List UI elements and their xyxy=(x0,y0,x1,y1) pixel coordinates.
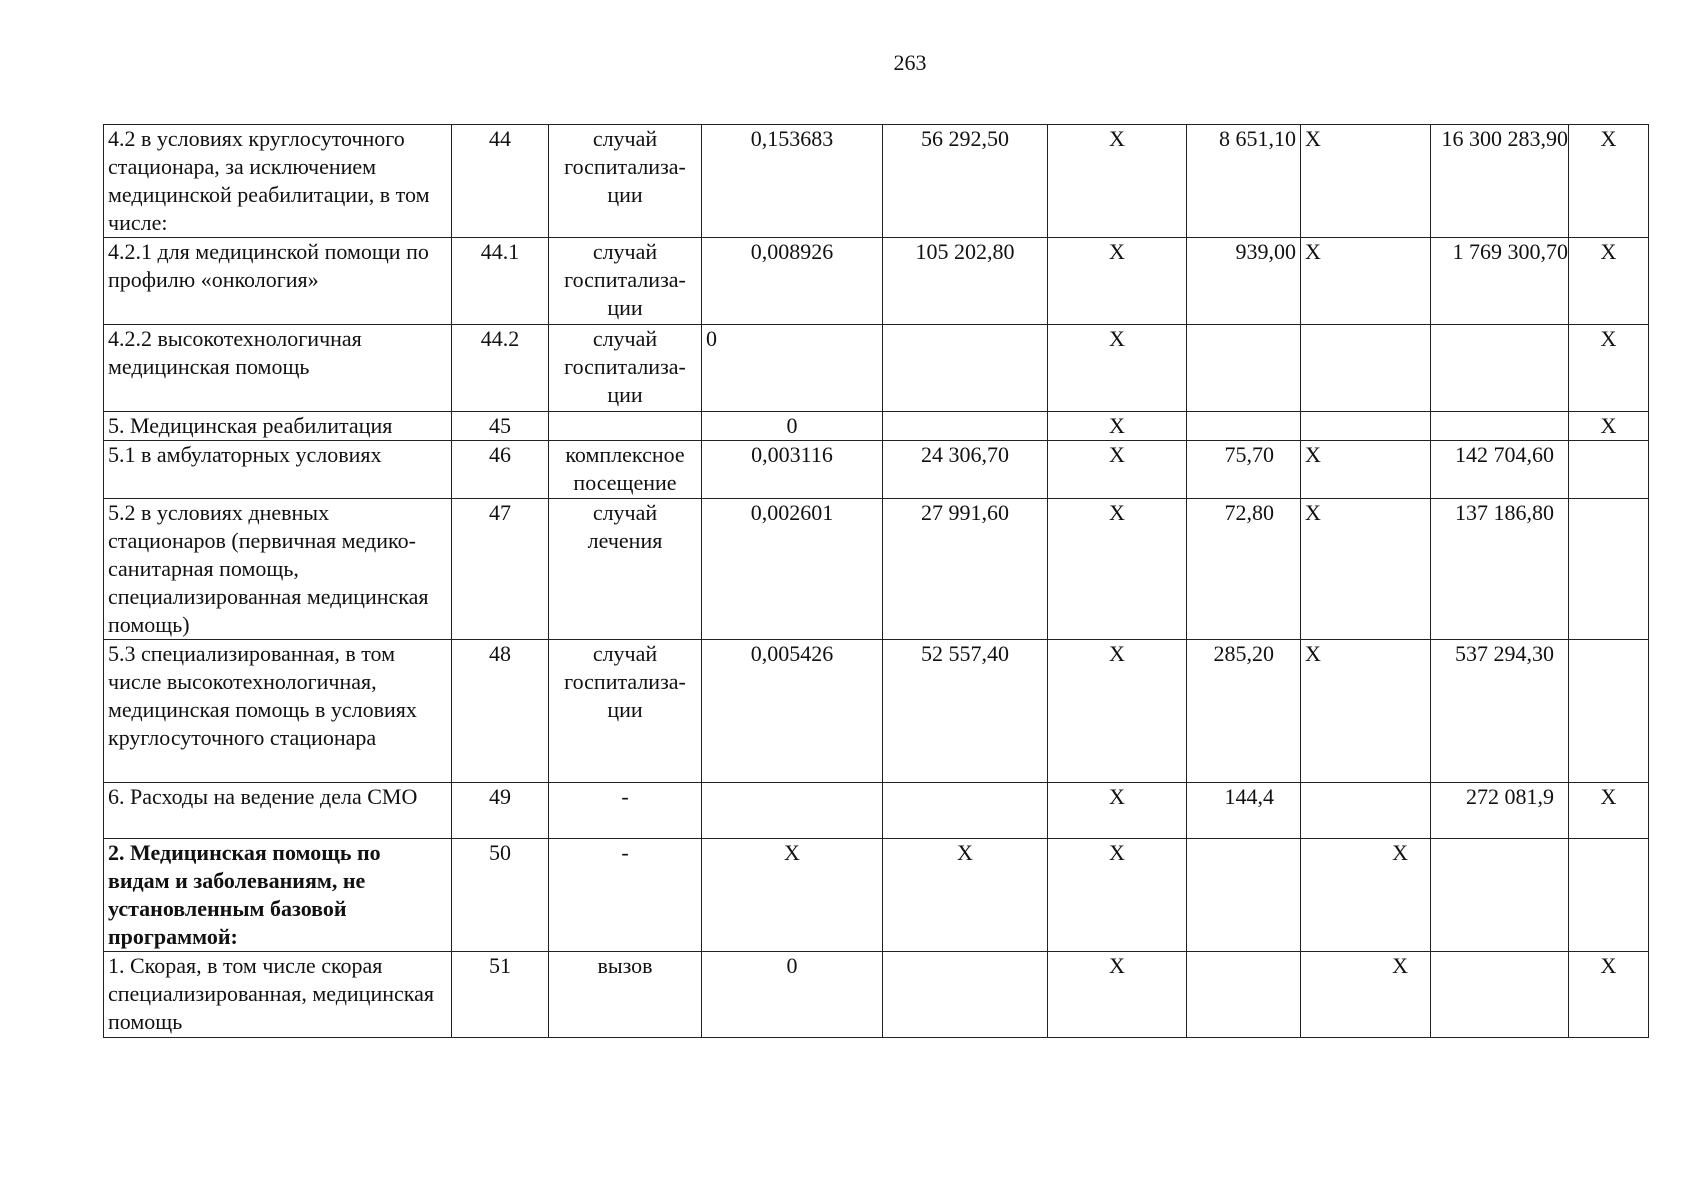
row-unit: случай госпитализа-ции xyxy=(549,640,702,783)
cell-col5 xyxy=(883,412,1048,441)
cell-col10 xyxy=(1569,640,1649,783)
cell-col7 xyxy=(1187,839,1301,952)
table-row xyxy=(104,640,1649,783)
cell-col9 xyxy=(1431,839,1569,952)
row-name: 4.2 в условиях круглосуточного стационара, за исключением медицинской реабилитации, в том числе: xyxy=(104,125,452,238)
cell-col7: 8 651,10 xyxy=(1187,125,1301,238)
cell-col9 xyxy=(1431,412,1569,441)
cell-col5 xyxy=(883,952,1048,1038)
cell-col9: 137 186,80 xyxy=(1431,499,1569,640)
cell-col8 xyxy=(1301,783,1431,839)
row-name: 5. Медицинская реабилитация xyxy=(104,412,452,441)
row-number: 44.1 xyxy=(452,238,549,325)
cell-col4: Х xyxy=(702,839,883,952)
row-name: 1. Скорая, в том числе скорая специализированная, медицинская помощь xyxy=(104,952,452,1038)
cell-col9: 1 769 300,70 xyxy=(1431,238,1569,325)
cell-col8 xyxy=(1301,325,1431,412)
cell-col6: Х xyxy=(1048,325,1187,412)
cell-col5: 56 292,50 xyxy=(883,125,1048,238)
cell-col6: Х xyxy=(1048,783,1187,839)
row-number: 45 xyxy=(452,412,549,441)
table-row xyxy=(104,499,1649,640)
cell-col4: 0 xyxy=(702,952,883,1038)
table-row xyxy=(104,412,1649,441)
cell-col5: 105 202,80 xyxy=(883,238,1048,325)
cell-col6: Х xyxy=(1048,499,1187,640)
cell-col4: 0,153683 xyxy=(702,125,883,238)
cell-col8: Х xyxy=(1301,499,1431,640)
cell-col7 xyxy=(1187,325,1301,412)
cell-col10: Х xyxy=(1569,783,1649,839)
cell-col4: 0,008926 xyxy=(702,238,883,325)
cell-col4: 0 xyxy=(702,325,883,412)
row-unit: случай госпитализа-ции xyxy=(549,125,702,238)
cell-col10 xyxy=(1569,499,1649,640)
cell-col7: 75,70 xyxy=(1187,441,1301,499)
cell-col8: Х xyxy=(1301,125,1431,238)
row-unit: случай лечения xyxy=(549,499,702,640)
cell-col9: 272 081,9 xyxy=(1431,783,1569,839)
cell-col6: Х xyxy=(1048,441,1187,499)
cell-col5: Х xyxy=(883,839,1048,952)
row-name: 2. Медицинская помощь по видам и заболеваниям, не установленным базовой программой: xyxy=(104,839,452,952)
table-row xyxy=(104,783,1649,839)
row-name: 4.2.1 для медицинской помощи по профилю «онкология» xyxy=(104,238,452,325)
cell-col7: 939,00 xyxy=(1187,238,1301,325)
row-number: 44.2 xyxy=(452,325,549,412)
table-row xyxy=(104,952,1649,1038)
cell-col8: Х xyxy=(1301,952,1431,1038)
cell-col8: Х xyxy=(1301,238,1431,325)
table-row xyxy=(104,125,1649,238)
cell-col6: Х xyxy=(1048,125,1187,238)
cell-col9 xyxy=(1431,325,1569,412)
cell-col6: Х xyxy=(1048,952,1187,1038)
cell-col6: Х xyxy=(1048,839,1187,952)
row-unit: вызов xyxy=(549,952,702,1038)
cell-col4: 0 xyxy=(702,412,883,441)
row-number: 44 xyxy=(452,125,549,238)
cell-col7 xyxy=(1187,412,1301,441)
cell-col10: Х xyxy=(1569,238,1649,325)
table-row xyxy=(104,238,1649,325)
page-number: 263 xyxy=(893,50,927,75)
cell-col10: Х xyxy=(1569,325,1649,412)
cell-col8: Х xyxy=(1301,839,1431,952)
row-name: 5.1 в амбулаторных условиях xyxy=(104,441,452,499)
cell-col9 xyxy=(1431,952,1569,1038)
cell-col10: Х xyxy=(1569,412,1649,441)
row-name: 4.2.2 высокотехнологичная медицинская помощь xyxy=(104,325,452,412)
row-number: 51 xyxy=(452,952,549,1038)
cell-col7: 285,20 xyxy=(1187,640,1301,783)
row-unit: комплексное посещение xyxy=(549,441,702,499)
cell-col9: 142 704,60 xyxy=(1431,441,1569,499)
cell-col8 xyxy=(1301,412,1431,441)
row-number: 48 xyxy=(452,640,549,783)
cell-col5: 52 557,40 xyxy=(883,640,1048,783)
row-unit xyxy=(549,412,702,441)
table-row xyxy=(104,441,1649,499)
cell-col5 xyxy=(883,325,1048,412)
table-row xyxy=(104,839,1649,952)
row-number: 50 xyxy=(452,839,549,952)
cell-col10 xyxy=(1569,441,1649,499)
cell-col6: Х xyxy=(1048,640,1187,783)
row-name: 5.3 специализированная, в том числе высокотехнологичная, медицинская помощь в условиях круглосуточного стационара xyxy=(104,640,452,783)
cell-col7 xyxy=(1187,952,1301,1038)
table-row xyxy=(104,325,1649,412)
cell-col7: 144,4 xyxy=(1187,783,1301,839)
row-unit: - xyxy=(549,839,702,952)
row-number: 46 xyxy=(452,441,549,499)
cell-col8: Х xyxy=(1301,640,1431,783)
row-number: 47 xyxy=(452,499,549,640)
cell-col10 xyxy=(1569,839,1649,952)
row-unit: случай госпитализа-ции xyxy=(549,325,702,412)
row-unit: случай госпитализа-ции xyxy=(549,238,702,325)
cell-col4: 0,005426 xyxy=(702,640,883,783)
row-number: 49 xyxy=(452,783,549,839)
cell-col6: Х xyxy=(1048,412,1187,441)
cell-col4: 0,002601 xyxy=(702,499,883,640)
cell-col7: 72,80 xyxy=(1187,499,1301,640)
cell-col8: Х xyxy=(1301,441,1431,499)
cell-col9: 537 294,30 xyxy=(1431,640,1569,783)
data-table xyxy=(103,124,1649,1038)
row-name: 6. Расходы на ведение дела СМО xyxy=(104,783,452,839)
cell-col5: 24 306,70 xyxy=(883,441,1048,499)
cell-col9: 16 300 283,90 xyxy=(1431,125,1569,238)
cell-col5 xyxy=(883,783,1048,839)
cell-col10: Х xyxy=(1569,125,1649,238)
cell-col4 xyxy=(702,783,883,839)
row-unit: - xyxy=(549,783,702,839)
cell-col4: 0,003116 xyxy=(702,441,883,499)
cell-col10: Х xyxy=(1569,952,1649,1038)
cell-col6: Х xyxy=(1048,238,1187,325)
row-name: 5.2 в условиях дневных стационаров (первичная медико-санитарная помощь, специализированная медицинская помощь) xyxy=(104,499,452,640)
cell-col5: 27 991,60 xyxy=(883,499,1048,640)
